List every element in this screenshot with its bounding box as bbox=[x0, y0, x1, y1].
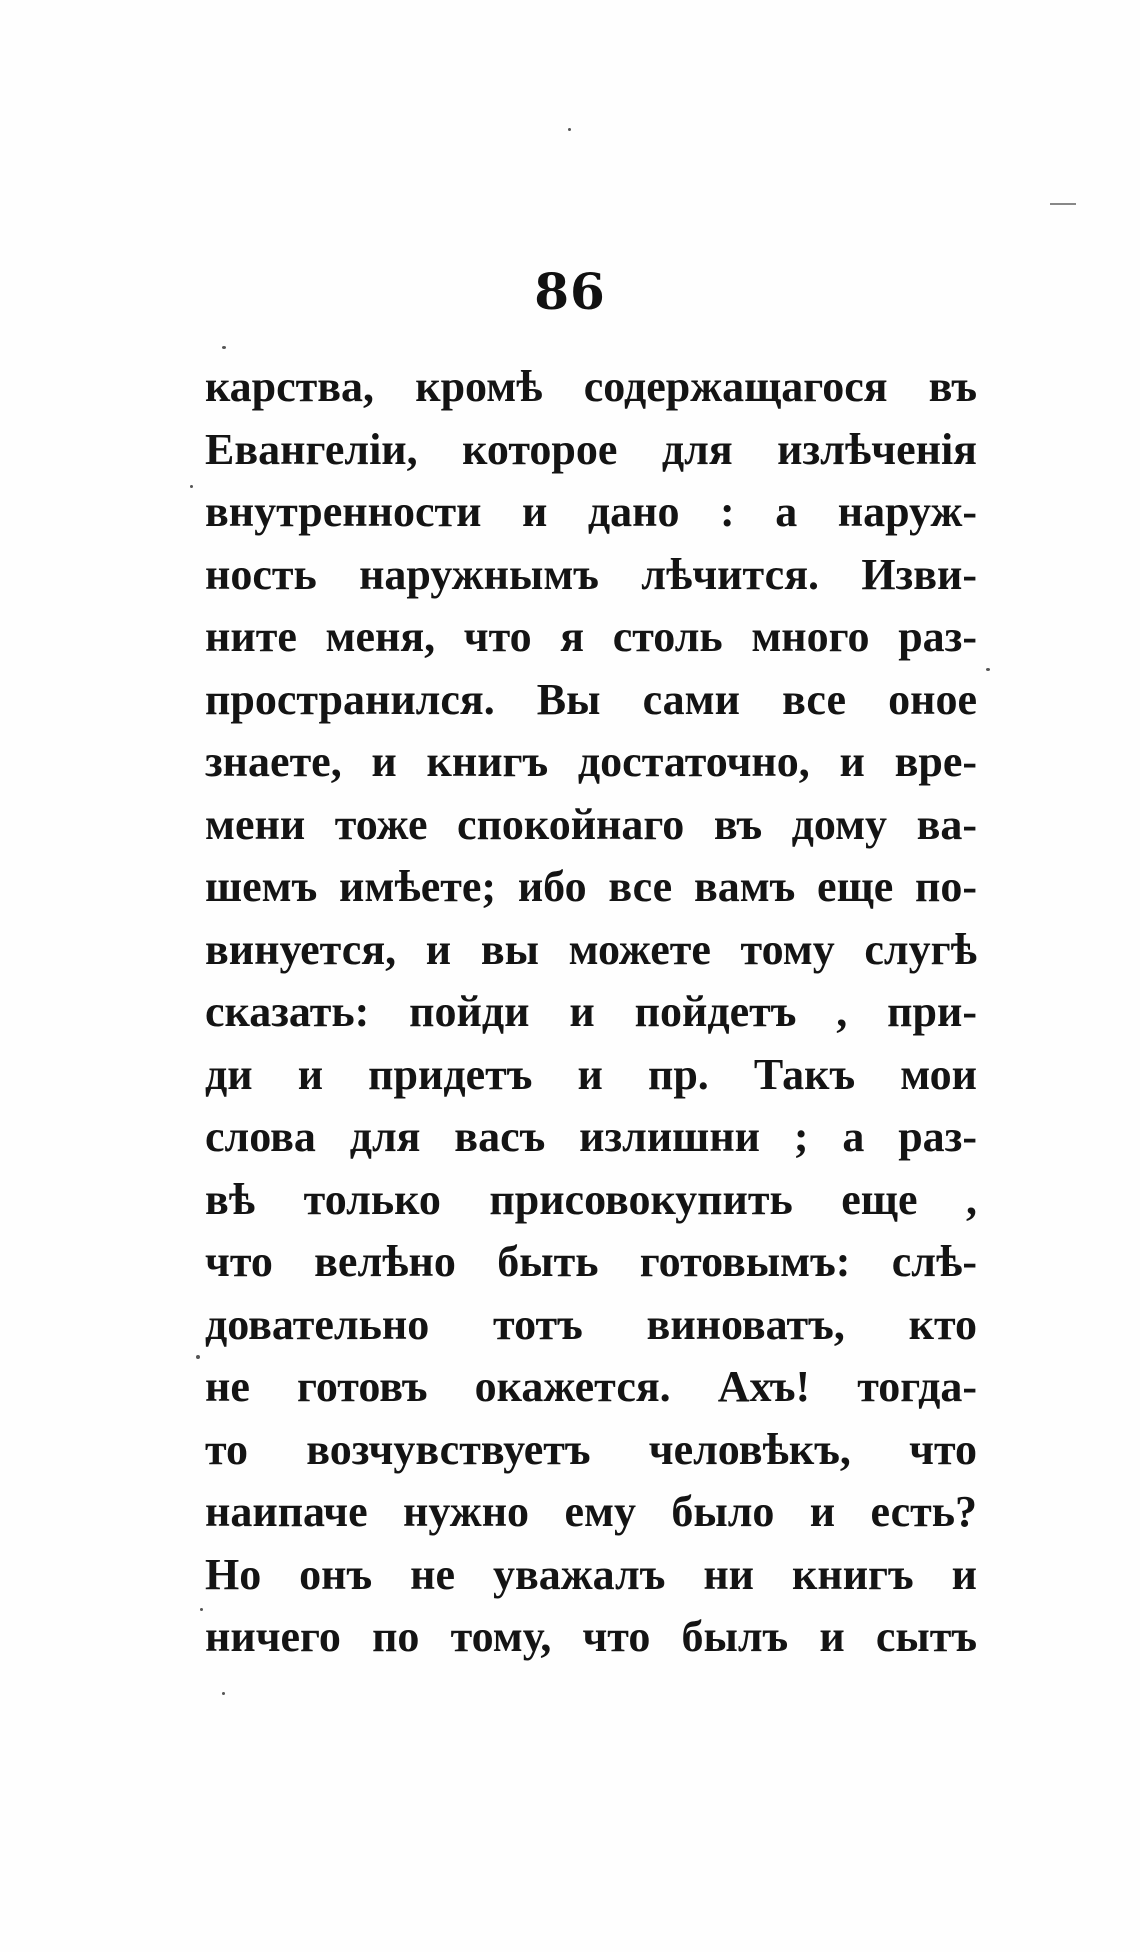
text-line: винуется, и вы можете тому слугѣ bbox=[205, 924, 977, 974]
print-speck bbox=[200, 1608, 203, 1611]
text-line: слова для васъ излишни ; а раз- bbox=[205, 1112, 977, 1161]
text-line: вѣ только присовокупить еще , bbox=[205, 1174, 977, 1224]
text-line: довательно тотъ виноватъ, кто bbox=[205, 1299, 977, 1349]
page-number: 86 bbox=[534, 262, 606, 321]
print-speck bbox=[568, 128, 571, 131]
print-speck bbox=[222, 346, 226, 349]
text-line: не готовъ окажется. Ахъ! тогда- bbox=[205, 1362, 977, 1411]
text-line: наипаче нужно ему было и есть? bbox=[205, 1487, 977, 1536]
text-line: ните меня, что я столь много раз- bbox=[205, 612, 977, 661]
text-line: знаете, и книгъ достаточно, и вре- bbox=[205, 737, 977, 786]
text-line: шемъ имѣете; ибо все вамъ еще по- bbox=[205, 862, 977, 911]
text-line: мени тоже спокойнаго въ дому ва- bbox=[205, 799, 977, 849]
print-speck bbox=[190, 485, 193, 488]
text-line: ничего по тому, что былъ и сытъ bbox=[205, 1612, 977, 1661]
text-line: Евангелiи, которое для излѣченiя bbox=[205, 424, 977, 474]
text-line: что велѣно быть готовымъ: слѣ- bbox=[205, 1237, 977, 1286]
text-line: ность наружнымъ лѣчится. Изви- bbox=[205, 549, 977, 599]
text-line: внутренности и дано : а наруж- bbox=[205, 487, 977, 536]
print-speck bbox=[196, 1355, 200, 1359]
text-line: сказать: пойди и пойдетъ , при- bbox=[205, 987, 977, 1036]
print-speck bbox=[986, 668, 990, 671]
text-line: Но онъ не уважалъ ни книгъ и bbox=[205, 1549, 977, 1599]
body-text bbox=[205, 356, 977, 1669]
print-speck bbox=[222, 1692, 225, 1695]
text-line: карства, кромѣ содержащагося въ bbox=[205, 362, 977, 411]
text-line: пространился. Вы сами все оное bbox=[205, 674, 977, 724]
margin-mark bbox=[1050, 203, 1076, 205]
text-line: то возчувствуетъ человѣкъ, что bbox=[205, 1424, 977, 1474]
text-line: ди и придетъ и пр. Такъ мои bbox=[205, 1049, 977, 1099]
